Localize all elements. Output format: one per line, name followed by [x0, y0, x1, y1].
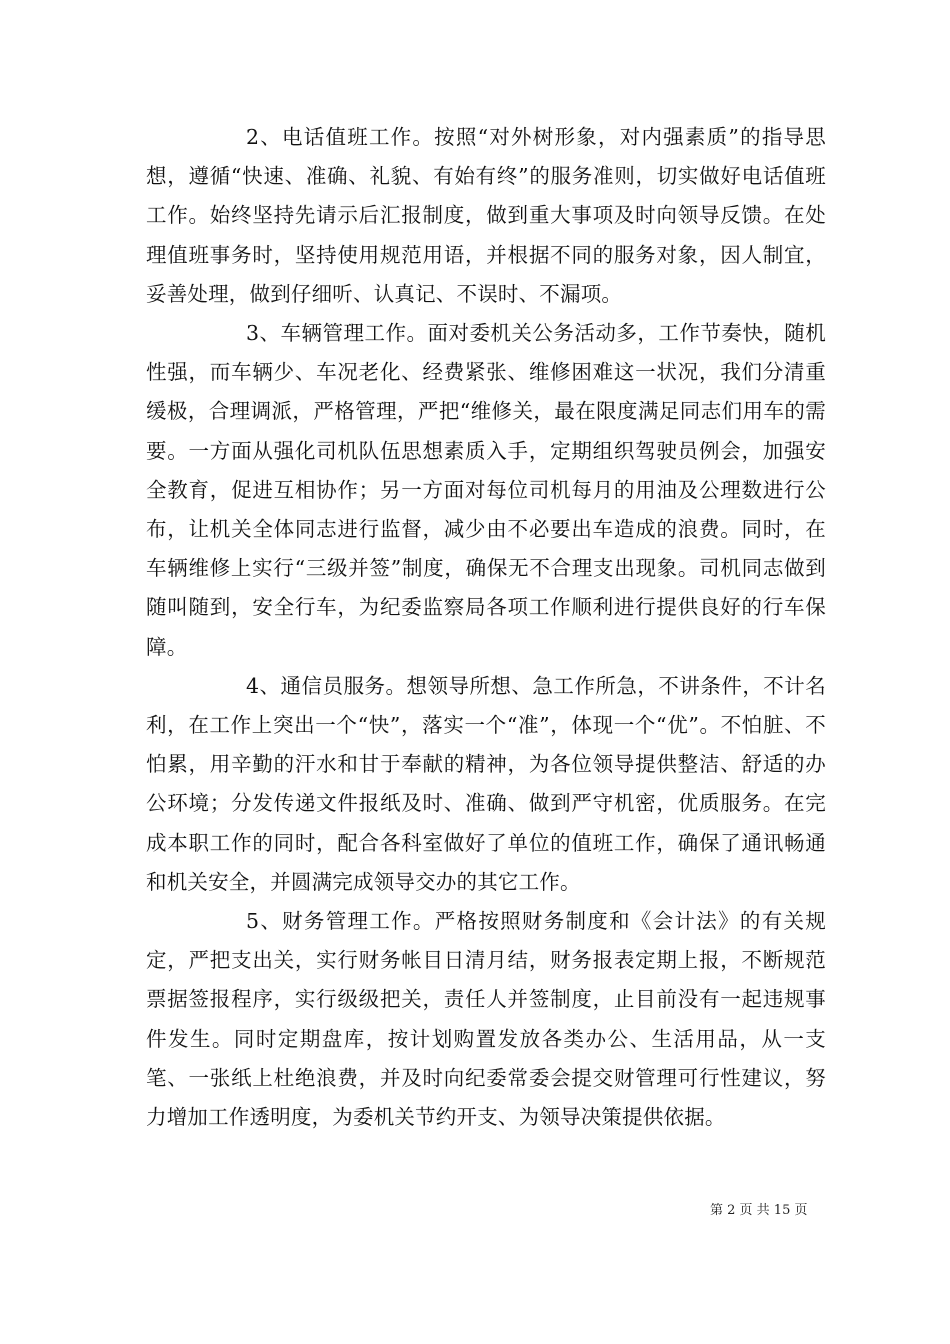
- paragraph-vehicle-management: 3、车辆管理工作。面对委机关公务活动多，工作节奏快，随机性强，而车辆少、车况老化、经费紧张、维修困难这一状况，我们分清重缓极，合理调派，严格管理，严把“维修关，最在限度满足同志们用车的需要。一方面从强化司机队伍思想素质入手，定期组织驾驶员例会，加强安全教育，促进互相协作；另一方面对每位司机每月的用油及公理数进行公布，让机关全体同志进行监督，减少由不必要出车造成的浪费。同时，在车辆维修上实行“三级并签”制度，确保无不合理支出现象。司机同志做到随叫随到，安全行车，为纪委监察局各项工作顺利进行提供良好的行车保障。: [146, 321, 826, 659]
- paragraph-phone-duty: 2、电话值班工作。按照“对外树形象，对内强素质”的指导思想，遵循“快速、准确、礼貌、有始有终”的服务准则，切实做好电话值班工作。始终坚持先请示后汇报制度，做到重大事项及时向领导反馈。在处理值班事务时，坚持使用规范用语，并根据不同的服务对象，因人制宜，妥善处理，做到仔细听、认真记、不误时、不漏项。: [146, 125, 826, 306]
- page-number-footer: 第 2 页 共 15 页: [710, 1203, 808, 1218]
- paragraph-finance-management: 5、财务管理工作。严格按照财务制度和《会计法》的有关规定，严把支出关，实行财务帐目日清月结，财务报表定期上报，不断规范票据签报程序，实行级级把关，责任人并签制度，止目前没有一起违规事件发生。同时定期盘库，按计划购置发放各类办公、生活用品，从一支笔、一张纸上杜绝浪费，并及时向纪委常委会提交财管理可行性建议，努力增加工作透明度，为委机关节约开支、为领导决策提供依据。: [146, 909, 826, 1130]
- document-body: [146, 118, 826, 1137]
- paragraph-messenger-service: 4、通信员服务。想领导所想、急工作所急，不讲条件，不计名利，在工作上突出一个“快”，落实一个“准”，体现一个“优”。不怕脏、不怕累，用辛勤的汗水和甘于奉献的精神，为各位领导提供整洁、舒适的办公环境；分发传递文件报纸及时、准确、做到严守机密，优质服务。在完成本职工作的同时，配合各科室做好了单位的值班工作，确保了通讯畅通和机关安全，并圆满完成领导交办的其它工作。: [146, 673, 826, 894]
